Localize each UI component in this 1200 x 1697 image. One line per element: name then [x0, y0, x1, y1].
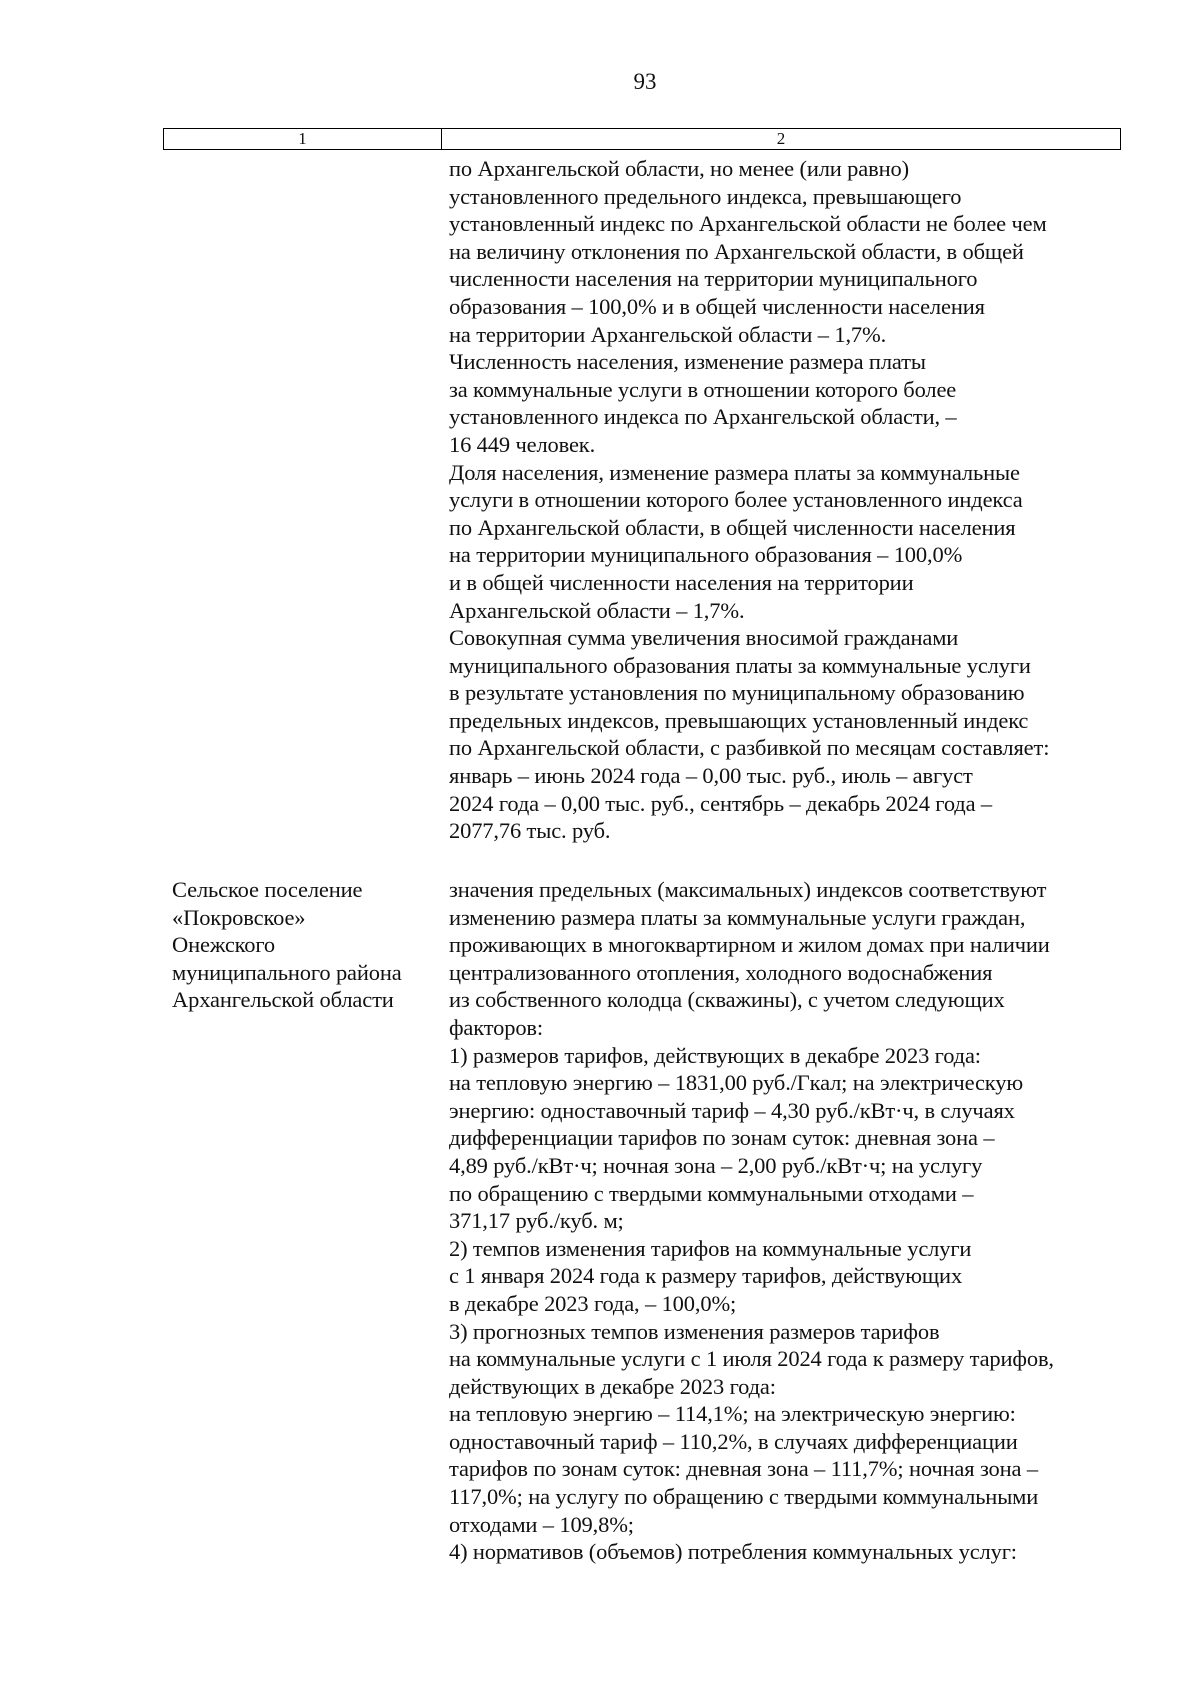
text-line: на территории муниципального образования – 100,0% [449, 542, 963, 568]
text-line: 2) темпов изменения тарифов на коммунальные услуги [449, 1235, 972, 1261]
text-line: Численность населения, изменение размера платы [449, 349, 926, 375]
text-line: муниципального образования платы за коммунальные услуги [449, 652, 1031, 678]
text-line: численности населения на территории муниципального [449, 266, 978, 292]
text-line: 117,0%; на услугу по обращению с твердыми коммунальными [449, 1484, 1039, 1510]
text-line: на территории Архангельской области – 1,7%. [449, 321, 887, 347]
text-line: установленного индекса по Архангельской области, – [449, 404, 957, 430]
text-line: Доля населения, изменение размера платы за коммунальные [449, 459, 1020, 485]
table-header-col-2: 2 [776, 129, 786, 148]
text-line: 3) прогнозных темпов изменения размеров тарифов [449, 1318, 940, 1344]
text-line: установленного предельного индекса, превышающего [449, 183, 962, 209]
text-line: на тепловую энергию – 1831,00 руб./Гкал; на электрическую [449, 1070, 1024, 1096]
page-number: 93 [633, 69, 657, 94]
text-line: значения предельных (максимальных) индексов соответствуют [449, 877, 1047, 902]
text-line: 2077,76 тыс. руб. [449, 818, 611, 844]
entity-name [172, 876, 442, 1014]
entity-name-line: «Покровское» [172, 904, 306, 930]
entity-name-line: Сельское поселение [172, 877, 363, 902]
text-line: тарифов по зонам суток: дневная зона – 111,7%; ночная зона – [449, 1456, 1038, 1482]
text-line: 16 449 человек. [449, 431, 596, 457]
text-line: из собственного колодца (скважины), с учетом следующих [449, 987, 1005, 1013]
entity-name-line: Онежского [172, 932, 276, 958]
entity-name-line: Архангельской области [172, 987, 394, 1013]
text-line: по Архангельской области, в общей численности населения [449, 514, 1016, 540]
text-line: 4,89 руб./кВт·ч; ночная зона – 2,00 руб./кВт·ч; на услугу [449, 1152, 983, 1178]
text-line: 4) нормативов (объемов) потребления коммунальных услуг: [449, 1539, 1017, 1565]
text-line: факторов: [449, 1014, 544, 1040]
text-line: услуги в отношении которого более установленного индекса [449, 487, 1023, 513]
text-line: в декабре 2023 года, – 100,0%; [449, 1290, 737, 1316]
text-line: одноставочный тариф – 110,2%, в случаях дифференциации [449, 1428, 1018, 1454]
text-line: в результате установления по муниципальному образованию [449, 680, 1025, 706]
text-line: январь – июнь 2024 года – 0,00 тыс. руб., июль – август [449, 763, 973, 789]
text-line: дифференциации тарифов по зонам суток: дневная зона – [449, 1125, 995, 1151]
text-line: Совокупная сумма увеличения вносимой гражданами [449, 625, 959, 651]
text-line: по Архангельской области, но менее (или равно) [449, 156, 909, 181]
text-line: 1) размеров тарифов, действующих в декабре 2023 года: [449, 1042, 981, 1068]
text-line: изменению размера платы за коммунальные услуги граждан, [449, 904, 1026, 930]
table-header-row [163, 128, 1121, 150]
text-line: образования – 100,0% и в общей численности населения [449, 293, 985, 319]
entity-name-line: муниципального района [172, 959, 402, 985]
text-line: отходами – 109,8%; [449, 1511, 634, 1537]
continuation-text [449, 155, 1129, 845]
text-line: и в общей численности населения на территории [449, 569, 914, 595]
text-line: проживающих в многоквартирном и жилом домах при наличии [449, 932, 1050, 958]
text-line: на величину отклонения по Архангельской области, в общей [449, 238, 1024, 264]
text-line: централизованного отопления, холодного водоснабжения [449, 959, 993, 985]
text-line: 371,17 руб./куб. м; [449, 1208, 624, 1234]
text-line: Архангельской области – 1,7%. [449, 597, 745, 623]
text-line: предельных индексов, превышающих установленный индекс [449, 707, 1029, 733]
table-header-col-1: 1 [164, 129, 442, 149]
text-line: 2024 года – 0,00 тыс. руб., сентябрь – декабрь 2024 года – [449, 790, 992, 816]
entity-description [449, 876, 1129, 1566]
text-line: действующих в декабре 2023 года: [449, 1373, 776, 1399]
text-line: по Архангельской области, с разбивкой по месяцам составляет: [449, 735, 1050, 761]
text-line: установленный индекс по Архангельской области не более чем [449, 211, 1047, 237]
text-line: энергию: одноставочный тариф – 4,30 руб./кВт·ч, в случаях [449, 1097, 1015, 1123]
text-line: по обращению с твердыми коммунальными отходами – [449, 1180, 974, 1206]
text-line: на тепловую энергию – 114,1%; на электрическую энергию: [449, 1401, 1016, 1427]
text-line: за коммунальные услуги в отношении которого более [449, 376, 957, 402]
text-line: с 1 января 2024 года к размеру тарифов, действующих [449, 1263, 963, 1289]
text-line: на коммунальные услуги с 1 июля 2024 года к размеру тарифов, [449, 1346, 1054, 1372]
